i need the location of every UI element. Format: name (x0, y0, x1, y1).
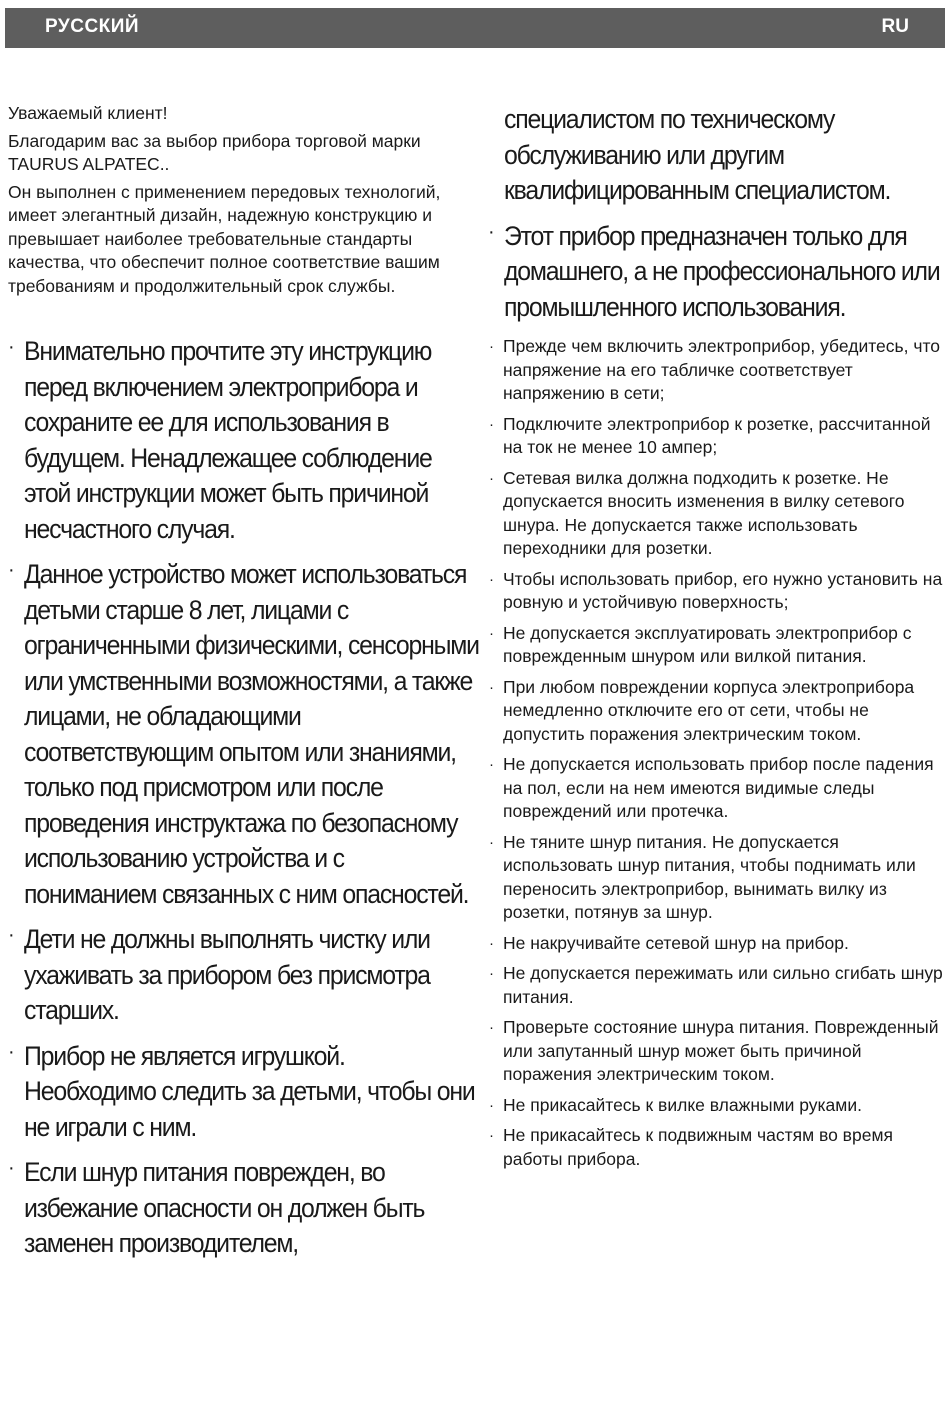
safety-warnings-list (8, 334, 479, 1262)
bullet-icon: · (8, 559, 15, 581)
instructions-list (488, 335, 943, 1171)
left-column (8, 102, 479, 1272)
item-text: Чтобы использовать прибор, его нужно установить на ровную и устойчивую поверхность; (503, 568, 943, 612)
list-item (488, 1094, 943, 1118)
warning-text: Если шнур питания поврежден, во избежание опасности он должен быть заменен производителем, (24, 1157, 425, 1258)
warning-text: Дети не должны выполнять чистку или ухаживать за прибором без присмотра старших. (24, 924, 430, 1025)
list-item (488, 219, 943, 326)
item-text: Подключите электроприбор к розетке, рассчитанной на ток не менее 10 ампер; (503, 413, 931, 457)
bullet-icon: · (489, 1096, 494, 1114)
warning-text: Прибор не является игрушкой. Необходимо следить за детьми, чтобы они не играли с ним. (24, 1040, 475, 1142)
continuation-text: специалистом по техническому обслуживанию или другим квалифицированным специалистом. (504, 104, 891, 205)
bullet-icon: · (488, 220, 495, 243)
item-text: Не накручивайте сетевой шнур на прибор. (503, 932, 849, 953)
item-text: Не допускается использовать прибор после падения на пол, если на нем имеются видимые следы повреждений или протечка. (503, 754, 934, 821)
item-text: При любом повреждении корпуса электроприбора немедленно отключите его от сети, чтобы не допустить поражения электрическим током. (503, 676, 915, 744)
bullet-icon: · (489, 678, 494, 696)
bullet-icon: · (8, 336, 15, 358)
list-item (488, 1016, 943, 1087)
item-text: Сетевая вилка должна подходить к розетке. Не допускается вносить изменения в вилку сетевого шнура. Не допускается также использовать переходники для розетки. (503, 467, 905, 558)
list-item (488, 413, 943, 460)
usage-warnings-list (488, 219, 943, 326)
warning-text: Данное устройство может использоваться детьми старше 8 лет, лицами с ограниченными физическими, сенсорными или умственными возможностями, а также лицами, не обладающими соответствующим опытом или знаниями, только под присмотром или после проведения инструктажа по безопасному использованию устройства и с пониманием связанных с ним опасностей. (24, 559, 479, 909)
list-item (8, 922, 463, 1029)
bullet-icon: · (489, 1019, 494, 1036)
item-text: Не допускается пережимать или сильно сгибать шнур питания. (503, 963, 943, 1007)
list-item (8, 557, 479, 912)
list-item (488, 932, 943, 956)
greeting: Уважаемый клиент! (8, 103, 168, 123)
list-item (488, 753, 943, 824)
bullet-icon: · (489, 469, 494, 487)
bullet-icon: · (489, 570, 494, 588)
continuation-block (488, 102, 943, 209)
list-item (488, 568, 943, 615)
description-paragraph: Он выполнен с применением передовых технологий, имеет элегантный дизайн, надежную конструкцию и превышает наиболее требовательные стандарты качества, что обеспечит полное соответствие вашим требованиям и продолжительный срок службы. (8, 181, 441, 296)
item-text: Не тяните шнур питания. Не допускается использовать шнур питания, чтобы поднимать или переносить электроприбор, вынимать вилку из розетки, потянув за шнур. (503, 831, 916, 922)
language-code: RU (881, 16, 909, 37)
language-label: РУССКИЙ (45, 16, 140, 37)
bullet-icon: · (489, 965, 494, 982)
item-text: Не допускается эксплуатировать электроприбор с поврежденным шнуром или вилкой питания. (503, 622, 912, 666)
item-text: Не прикасайтесь к вилке влажными руками. (503, 1094, 862, 1115)
item-text: Прежде чем включить электроприбор, убедитесь, что напряжение на его табличке соответствует напряжению в сети; (503, 336, 941, 403)
list-item (488, 622, 943, 669)
bullet-icon: · (489, 415, 494, 433)
item-text: Проверьте состояние шнура питания. Поврежденный или запутанный шнур может быть причиной поражения электрическим током. (503, 1017, 939, 1084)
thanks-paragraph: Благодарим вас за выбор прибора торговой марки TAURUS ALPATEC.. (8, 130, 421, 174)
bullet-icon: · (8, 1157, 15, 1179)
bullet-icon: · (489, 1127, 494, 1144)
bullet-icon: · (8, 1040, 15, 1063)
list-item (488, 831, 943, 925)
list-item (488, 962, 943, 1009)
item-text: Не прикасайтесь к подвижным частям во время работы прибора. (503, 1125, 893, 1169)
bullet-icon: · (489, 934, 494, 952)
list-item (8, 1039, 475, 1146)
warning-text: Этот прибор предназначен только для домашнего, а не профессионального или промышленного использования. (504, 220, 940, 322)
intro-section (8, 102, 463, 298)
bullet-icon: · (489, 338, 494, 355)
list-item (488, 335, 943, 406)
bullet-icon: · (489, 833, 494, 851)
right-column (488, 102, 943, 1178)
list-item (488, 676, 943, 747)
list-item (8, 334, 463, 547)
bullet-icon: · (489, 756, 494, 773)
list-item (488, 1124, 943, 1171)
bullet-icon: · (489, 624, 494, 642)
warning-text: Внимательно прочтите эту инструкцию перед включением электроприбора и сохраните ее для использования в будущем. Ненадлежащее соблюдение этой инструкции может быть причиной несчастного случая. (24, 336, 432, 544)
list-item (488, 467, 943, 561)
list-item (8, 1155, 463, 1262)
bullet-icon: · (8, 924, 15, 946)
page-header (5, 8, 945, 48)
